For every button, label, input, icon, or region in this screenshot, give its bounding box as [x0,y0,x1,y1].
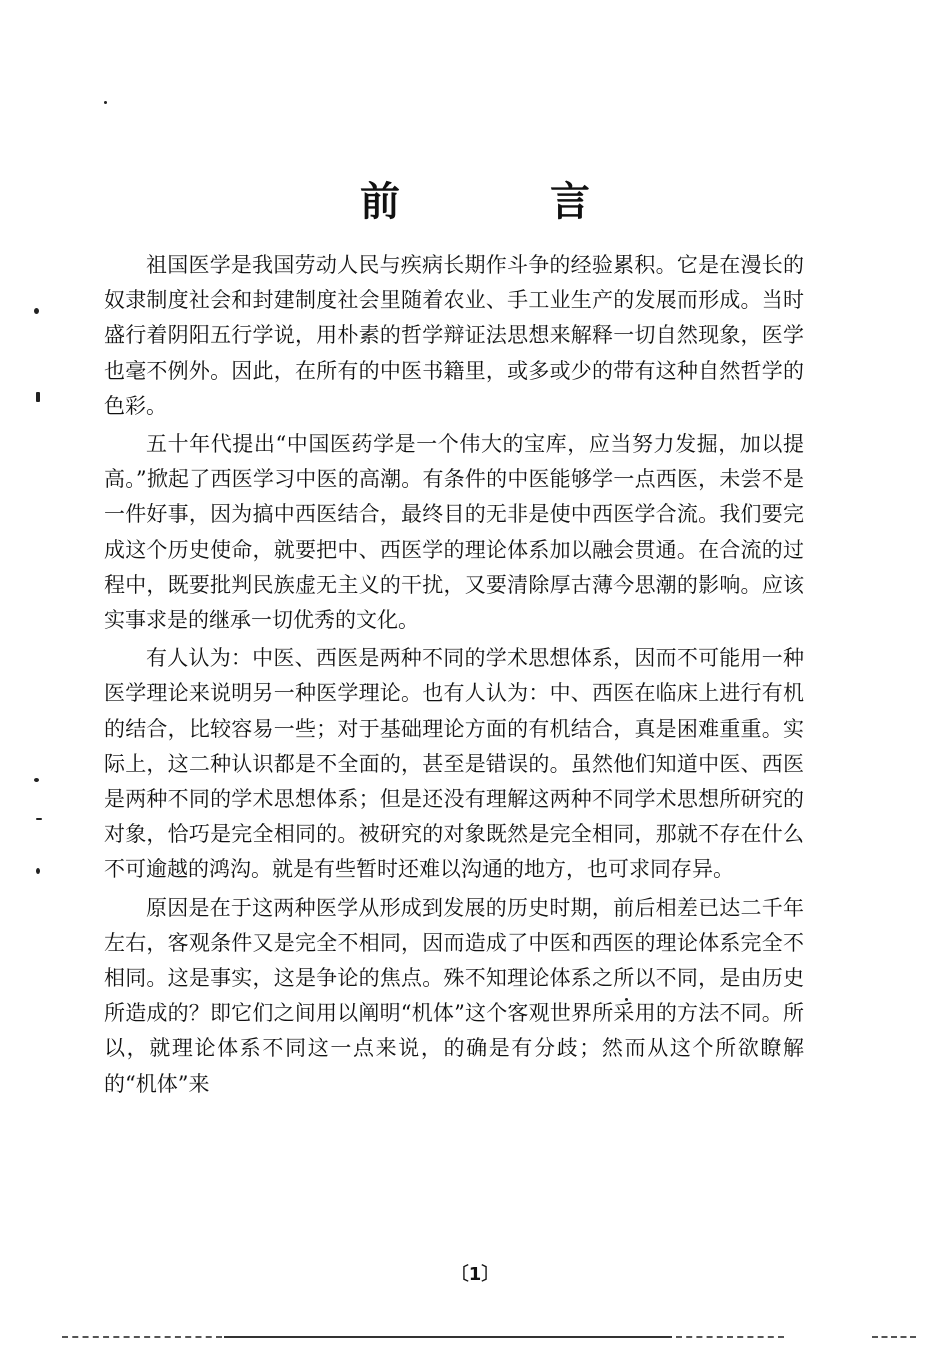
page-title: 前 言 [360,179,658,225]
scan-speck [625,998,628,1001]
scan-speck [36,868,40,874]
paragraph-4: 原因是在于这两种医学从形成到发展的历史时期，前后相差已达二千年左右，客观条件又是完全不相同，因而造成了中医和西医的理论体系完全不相同。这是事实，这是争论的焦点。殊不知理论体系之所以不同，是由历史所造成的？即它们之间用以阐明“机体”这个客观世界所采用的方法不同。所以，就理论体系不同这一点来说，的确是有分歧；然而从这个所欲瞭解的“机体”来 [104,895,804,1096]
page-number: 〔1〕 [450,1264,500,1285]
scan-speck [36,392,40,402]
footer-rule [872,1336,916,1338]
footer-rule [62,1336,222,1338]
scan-speck [34,778,39,782]
footer-rule [676,1336,784,1338]
scan-speck [36,818,42,820]
scan-speck [104,101,107,104]
scan-speck [34,308,39,314]
paragraph-2: 五十年代提出“中国医药学是一个伟大的宝库，应当努力发掘，加以提高。”掀起了西医学习中医的高潮。有条件的中医能够学一点西医，未尝不是一件好事，因为搞中西医结合，最终目的无非是使中西医学合流。我们要完成这个历史使命，就要把中、西医学的理论体系加以融会贯通。在合流的过程中，既要批判民族虚无主义的干扰，又要清除厚古薄今思潮的影响。应该实事求是的继承一切优秀的文化。 [104,432,804,633]
body-text [104,248,804,1105]
paragraph-1: 祖国医学是我国劳动人民与疾病长期作斗争的经验累积。它是在漫长的奴隶制度社会和封建制度社会里随着农业、手工业生产的发展而形成。当时盛行着阴阳五行学说，用朴素的哲学辩证法思想来解释一切自然现象，医学也毫不例外。因此，在所有的中医书籍里，或多或少的带有这种自然哲学的色彩。 [104,253,804,418]
footer-rule [224,1336,672,1338]
paragraph-3: 有人认为：中医、西医是两种不同的学术思想体系，因而不可能用一种医学理论来说明另一种医学理论。也有人认为：中、西医在临床上进行有机的结合，比较容易一些；对于基础理论方面的有机结合，真是困难重重。实际上，这二种认识都是不全面的，甚至是错误的。虽然他们知道中医、西医是两种不同的学术思想体系；但是还没有理解这两种不同学术思想所研究的对象，恰巧是完全相同的。被研究的对象既然是完全相同，那就不存在什么不可逾越的鸿沟。就是有些暂时还难以沟通的地方，也可求同存异。 [104,646,804,882]
